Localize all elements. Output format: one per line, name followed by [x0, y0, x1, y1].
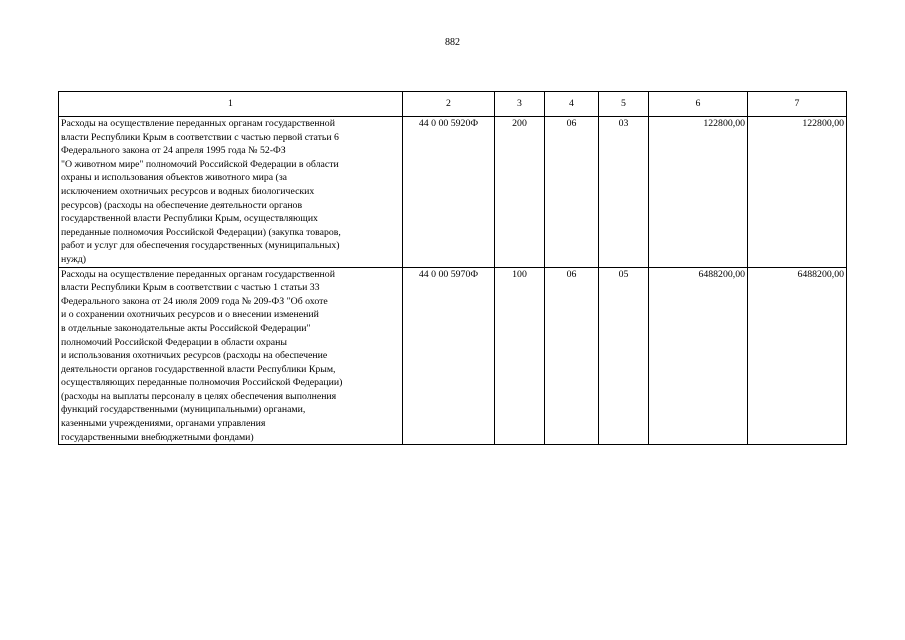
subsection-code: 05 [599, 267, 649, 445]
column-number-row [59, 92, 847, 117]
amount-federal: 122800,00 [748, 117, 847, 268]
target-article-code: 44 0 00 5970Ф [403, 267, 495, 445]
table-row [59, 267, 847, 445]
section-code: 06 [545, 117, 599, 268]
section-code: 06 [545, 267, 599, 445]
target-article-code: 44 0 00 5920Ф [403, 117, 495, 268]
expense-type-code: 100 [495, 267, 545, 445]
amount-total: 6488200,00 [649, 267, 748, 445]
amount-federal: 6488200,00 [748, 267, 847, 445]
column-header: 4 [545, 92, 599, 117]
expense-type-code: 200 [495, 117, 545, 268]
column-header: 2 [403, 92, 495, 117]
column-header: 6 [649, 92, 748, 117]
page-number: 882 [445, 37, 460, 48]
budget-table [58, 91, 847, 445]
column-header: 5 [599, 92, 649, 117]
subsection-code: 03 [599, 117, 649, 268]
expense-description: Расходы на осуществление переданных органам государственной власти Республики Крым в соответствии с частью первой статьи 6 Федерального закона от 24 апреля 1995 года № 52-ФЗ "О животном мире" полномочий Российской Федерации в области охраны и использования объектов животного мира (за исключением охотничьих ресурсов и водных биологических ресурсов) (расходы на обеспечение деятельности органов государственной власти Республики Крым, осуществляющих переданные полномочия Российской Федерации) (закупка товаров, работ и услуг для обеспечения государственных (муниципальных) нужд) [59, 117, 403, 268]
amount-total: 122800,00 [649, 117, 748, 268]
expense-description: Расходы на осуществление переданных органам государственной власти Республики Крым в соответствии с частью 1 статьи 33 Федерального закона от 24 июля 2009 года № 209-ФЗ "Об охоте и о сохранении охотничьих ресурсов и о внесении изменений в отдельные законодательные акты Российской Федерации" полномочий Российской Федерации в области охраны и использования охотничьих ресурсов (расходы на обеспечение деятельности органов государственной власти Республики Крым, осуществляющих переданные полномочия Российской Федерации) (расходы на выплаты персоналу в целях обеспечения выполнения функций государственными (муниципальными) органами, казенными учреждениями, органами управления государственными внебюджетными фондами) [59, 267, 403, 445]
table-row [59, 117, 847, 268]
column-header: 7 [748, 92, 847, 117]
column-header: 3 [495, 92, 545, 117]
column-header: 1 [59, 92, 403, 117]
